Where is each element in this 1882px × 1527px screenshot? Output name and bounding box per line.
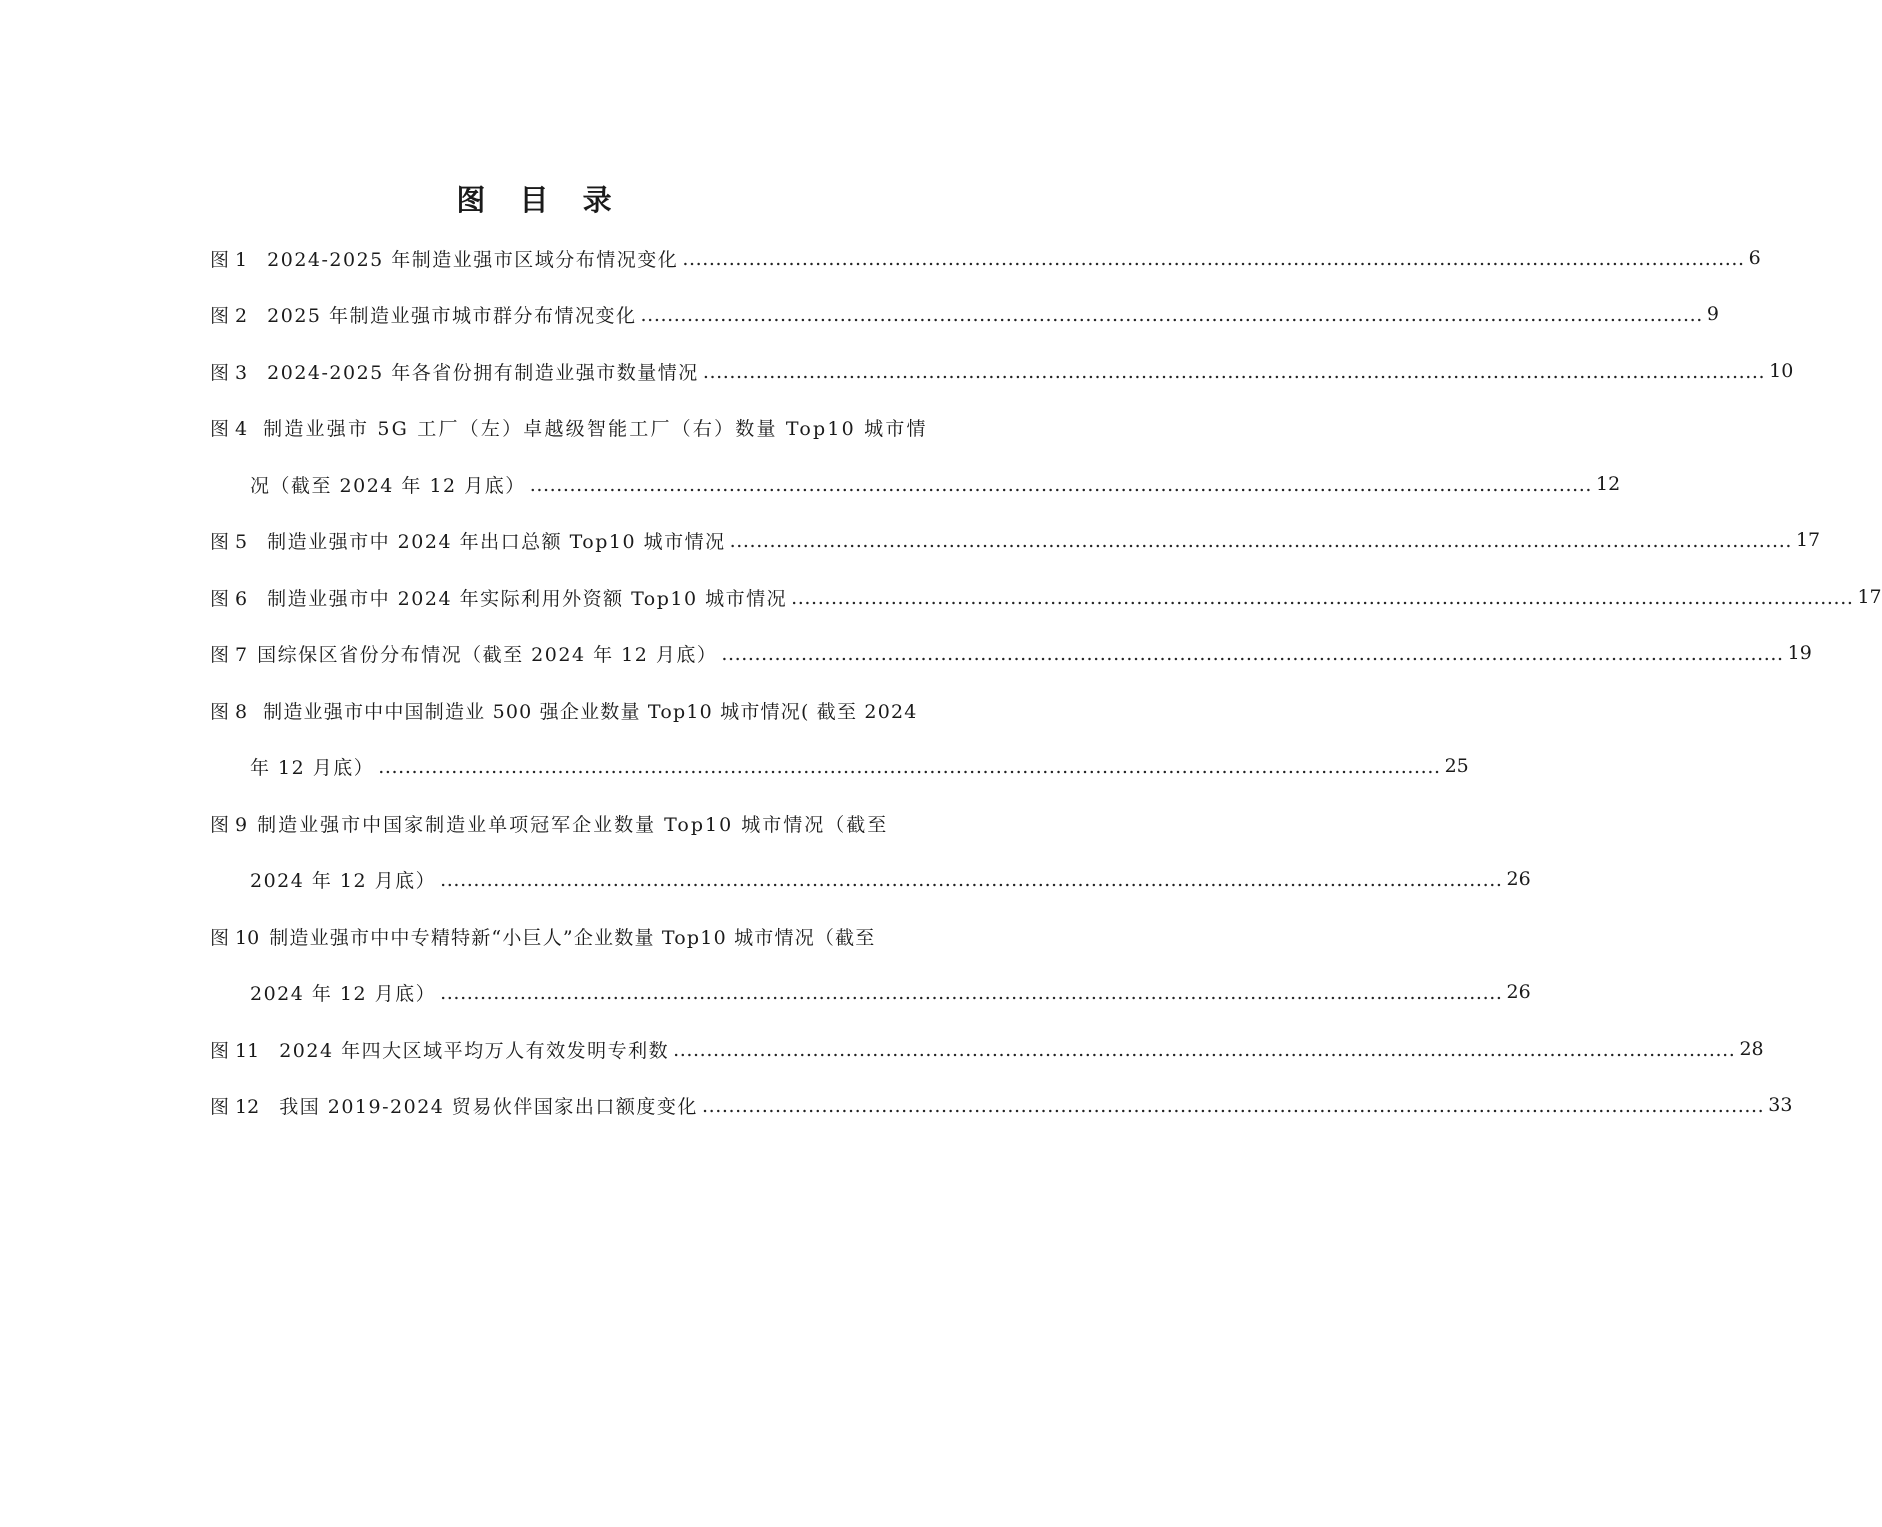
toc-entry[interactable] bbox=[210, 520, 1821, 560]
toc-entry-label: 图 6 bbox=[210, 587, 248, 610]
toc-entry-title: 国综保区省份分布情况（截至 2024 年 12 月底） bbox=[257, 643, 718, 666]
toc-entry-title: 制造业强市中 2024 年实际利用外资额 Top10 城市情况 bbox=[267, 587, 788, 610]
dot-leader: ................................................................................................................................................................ bbox=[791, 587, 1854, 609]
toc-entry-page: 25 bbox=[1444, 755, 1469, 777]
toc-entry-label: 图 4 bbox=[210, 417, 248, 440]
toc-entry[interactable] bbox=[210, 1085, 1793, 1125]
toc-entry-title: 制造业强市中中专精特新“小巨人”企业数量 Top10 城市情况（截至 bbox=[269, 926, 876, 949]
dot-leader: ................................................................................................................................................................ bbox=[378, 756, 1441, 778]
toc-entry-label: 图 9 bbox=[210, 813, 248, 836]
toc-entry-continuation[interactable] bbox=[250, 746, 1469, 786]
toc-entry-page: 28 bbox=[1739, 1038, 1764, 1060]
toc-entry-title: 2024-2025 年各省份拥有制造业强市数量情况 bbox=[267, 361, 699, 384]
toc-entry[interactable] bbox=[210, 407, 928, 447]
dot-leader: ................................................................................................................................................................ bbox=[729, 530, 1792, 552]
dot-leader: ................................................................................................................................................................ bbox=[440, 982, 1503, 1004]
dot-leader: ................................................................................................................................................................ bbox=[682, 248, 1745, 270]
toc-entry-page: 10 bbox=[1769, 360, 1794, 382]
toc-entry[interactable] bbox=[210, 351, 1794, 391]
toc-entry[interactable] bbox=[210, 238, 1761, 278]
toc-entry-label: 图 2 bbox=[210, 304, 248, 327]
toc-entry-title: 制造业强市 5G 工厂（左）卓越级智能工厂（右）数量 Top10 城市情 bbox=[263, 417, 928, 440]
dot-leader: ................................................................................................................................................................ bbox=[701, 1095, 1765, 1117]
dot-leader: ................................................................................................................................................................ bbox=[721, 643, 1784, 665]
toc-entry[interactable] bbox=[210, 690, 916, 730]
toc-entry-title: 制造业强市中中国制造业 500 强企业数量 Top10 城市情况( 截至 2024 bbox=[263, 700, 918, 723]
toc-entry[interactable] bbox=[210, 803, 916, 843]
toc-entry-page: 33 bbox=[1768, 1094, 1793, 1116]
toc-entry-title: 制造业强市中 2024 年出口总额 Top10 城市情况 bbox=[267, 530, 726, 553]
toc-entry-label: 图 12 bbox=[210, 1095, 260, 1118]
toc-entry-label: 图 8 bbox=[210, 700, 248, 723]
toc-entry-title: 2025 年制造业强市城市群分布情况变化 bbox=[267, 304, 637, 327]
toc-entry-page: 26 bbox=[1506, 981, 1531, 1003]
toc-entry-page: 17 bbox=[1857, 586, 1882, 608]
toc-entry-page: 26 bbox=[1506, 868, 1531, 890]
dot-leader: ................................................................................................................................................................ bbox=[702, 361, 1766, 383]
toc-entry-continuation[interactable] bbox=[250, 464, 1621, 504]
toc-entry-page: 6 bbox=[1748, 247, 1761, 269]
toc-entry-page: 9 bbox=[1706, 303, 1719, 325]
toc-entry-continuation[interactable] bbox=[250, 972, 1531, 1012]
toc-entry-label: 图 1 bbox=[210, 248, 248, 271]
toc-entry-title-cont: 2024 年 12 月底） bbox=[250, 982, 437, 1005]
toc-entry-label: 图 3 bbox=[210, 361, 248, 384]
toc-entry-title-cont: 年 12 月底） bbox=[250, 756, 375, 779]
toc-entry-title: 制造业强市中国家制造业单项冠军企业数量 Top10 城市情况（截至 bbox=[257, 813, 889, 836]
toc-entry-page: 17 bbox=[1795, 529, 1821, 551]
toc-entry-title: 2024 年四大区域平均万人有效发明专利数 bbox=[279, 1039, 670, 1062]
toc-entry-label: 图 7 bbox=[210, 643, 248, 666]
toc-entry-label: 图 5 bbox=[210, 530, 248, 553]
toc-entry-title-cont: 况（截至 2024 年 12 月底） bbox=[250, 474, 526, 497]
toc-entry-label: 图 11 bbox=[210, 1039, 260, 1062]
toc-entry-label: 图 10 bbox=[210, 926, 260, 949]
toc-entry-title: 2024-2025 年制造业强市区域分布情况变化 bbox=[267, 248, 679, 271]
toc-entry-page: 12 bbox=[1596, 473, 1621, 495]
toc-entry-page: 19 bbox=[1787, 642, 1812, 664]
page-title: 图 目 录 bbox=[456, 183, 624, 217]
toc-entry-continuation[interactable] bbox=[250, 859, 1531, 899]
dot-leader: ................................................................................................................................................................ bbox=[529, 474, 1593, 496]
toc-entry[interactable] bbox=[210, 916, 916, 956]
toc-entry-title: 我国 2019-2024 贸易伙伴国家出口额度变化 bbox=[279, 1095, 698, 1118]
dot-leader: ................................................................................................................................................................ bbox=[673, 1039, 1736, 1061]
toc-entry[interactable] bbox=[210, 577, 1882, 617]
toc-entry[interactable] bbox=[210, 633, 1812, 673]
toc-entry-title-cont: 2024 年 12 月底） bbox=[250, 869, 437, 892]
dot-leader: ................................................................................................................................................................ bbox=[640, 304, 1703, 326]
toc-entry[interactable] bbox=[210, 1029, 1764, 1069]
dot-leader: ................................................................................................................................................................ bbox=[440, 869, 1503, 891]
toc-entry[interactable] bbox=[210, 294, 1719, 334]
